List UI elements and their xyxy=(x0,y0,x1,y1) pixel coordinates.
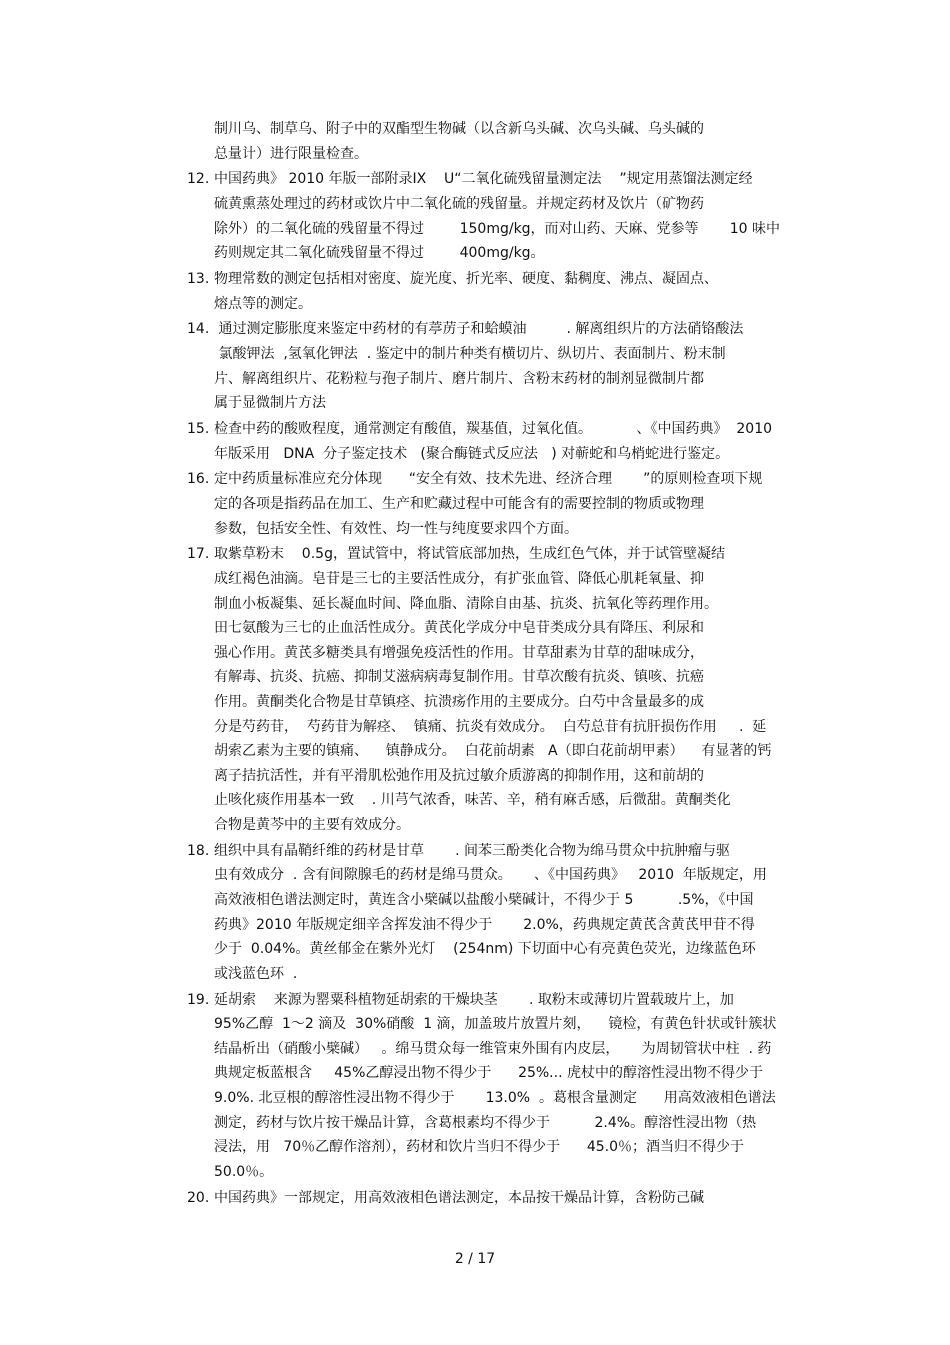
item-text-line: 止咳化痰作用基本一致 . 川芎气浓香，味苦、辛，稍有麻舌感，后微甜。黄酮类化 xyxy=(214,792,731,809)
intro-line: 制川乌、制草乌、附子中的双酯型生物碱（以含新乌头碱、次乌头碱、乌头碱的 xyxy=(214,121,704,137)
item-text-line: 物理常数的测定包括相对密度、旋光度、折光率、硬度、黏稠度、沸点、凝固点、 xyxy=(214,271,718,287)
item-text-line: 氯酸钾法 ,氢氧化钾法 . 鉴定中的制片种类有横切片、纵切片、表面制片、粉末制 xyxy=(214,346,726,362)
item-text-line: 有解毒、抗炎、抗癌、抑制艾滋病病毒复制作用。甘草次酸有抗炎、镇咳、抗癌 xyxy=(214,669,704,686)
item-number: 12. xyxy=(187,171,210,188)
item-text-line: 高效液相色谱法测定时，黄连含小檗碱以盐酸小檗碱计，不得少于 5 .5%，《中国 xyxy=(214,892,754,908)
intro-line: 总量计）进行限量检查。 xyxy=(214,145,368,162)
page-number: 2 / 17 xyxy=(454,1251,496,1267)
item-text-line: 检查中药的酸败程度，通常测定有酸值，羰基值，过氧化值。 、《中国药典》 2010 xyxy=(214,421,773,437)
item-text-line: 虫有效成分 . 含有间隙腺毛的药材是绵马贯众。 、《中国药典》 2010 年版规定，用 xyxy=(214,867,767,884)
item-text-line: 50.0％。 xyxy=(214,1163,274,1180)
item-text-line: 通过测定膨胀度来鉴定中药材的有葶苈子和蛤蟆油 . 解离组织片的方法硝铬酸法 xyxy=(214,321,744,338)
item-text-line: 定中药质量标准应充分体现 “安全有效、技术先进、经济合理 ”的原则检查项下规 xyxy=(214,471,763,488)
item-text-line: 组织中具有晶鞘纤维的药材是甘草 . 间苯三酚类化合物为绵马贯众中抗肿瘤与驱 xyxy=(214,842,731,859)
item-text-line: 属于显微制片方法 xyxy=(214,395,326,412)
item-text-line: 95%乙醇 1～2 滴及 30%硝酸 1 滴，加盖玻片放置片刻， 镜检，有黄色针状或针簇状 xyxy=(214,1016,777,1033)
item-text-line: 取紫草粉末 0.5g，置试管中，将试管底部加热，生成红色气体，并于试管壁凝结 xyxy=(214,546,725,563)
item-text-line: 年版采用 DNA 分子鉴定技术 (聚合酶链式反应法 ) 对蕲蛇和乌梢蛇进行鉴定。 xyxy=(214,445,730,462)
item-number: 15. xyxy=(187,421,210,437)
item-text-line: 药典》2010 年版规定细辛含挥发油不得少于 2.0%，药典规定黄芪含黄芪甲苷不得 xyxy=(214,916,755,933)
item-text-line: 除外）的二氧化硫的残留量不得过 150mg/kg，而对山药、天麻、党参等 10 味中 xyxy=(214,220,780,237)
item-text-line: 结晶析出（硝酸小檗碱） 。绵马贯众每一维管束外围有内皮层， 为周韧管状中柱 . 药 xyxy=(214,1040,772,1057)
item-number: 18. xyxy=(187,842,210,859)
item-number: 19. xyxy=(187,991,210,1008)
item-text-line: 硫黄熏蒸处理过的药材或饮片中二氧化硫的残留量。并规定药材及饮片（矿物药 xyxy=(214,196,704,212)
item-text-line: 少于 0.04%。黄丝郁金在紫外光灯 (254nm) 下切面中心有亮黄色荧光，边缘蓝色环 xyxy=(214,941,756,958)
item-text-line: 制血小板凝集、延长凝血时间、降血脂、清除自由基、抗炎、抗氧化等药理作用。 xyxy=(214,595,718,612)
item-text-line: 浸法，用 70％乙醇作溶剂），药材和饮片当归不得少于 45.0％；酒当归不得少于 xyxy=(214,1139,745,1156)
item-text-line: 药则规定其二氧化硫残留量不得过 400mg/kg。 xyxy=(214,245,545,262)
item-text-line: 分是芍药苷， 芍药苷为解痉、 镇痛、抗炎有效成分。 白芍总苷有抗肝损伤作用 . 延 xyxy=(214,718,767,735)
item-text-line: 或浅蓝色环 . xyxy=(214,965,298,982)
item-text-line: 中国药典》 2010 年版一部附录IX U“二氧化硫残留量测定法 ”规定用蒸馏法测定经 xyxy=(214,171,753,188)
item-number: 14. xyxy=(187,321,210,338)
item-text-line: 9.0%. 北豆根的醇溶性浸出物不得少于 13.0% 。葛根含量测定 用高效液相色谱法 xyxy=(214,1090,776,1106)
item-text-line: 作用。黄酮类化合物是甘草镇痉、抗溃疡作用的主要成分。白芍中含量最多的成 xyxy=(214,694,704,710)
item-text-line: 定的各项是指药品在加工、生产和贮藏过程中可能含有的需要控制的物质或物理 xyxy=(214,496,704,512)
item-text-line: 延胡索 来源为罂粟科植物延胡索的干燥块茎 . 取粉末或薄切片置载玻片上，加 xyxy=(214,991,734,1008)
item-text-line: 片、解离组织片、花粉粒与孢子制片、磨片制片、含粉末药材的制剂显微制片都 xyxy=(214,370,704,387)
item-text-line: 成红褐色油滴。皂苷是三七的主要活性成分，有扩张血管、降低心肌耗氧量、抑 xyxy=(214,571,704,587)
item-text-line: 测定，药材与饮片按干燥品计算，含葛根素均不得少于 2.4%。醇溶性浸出物（热 xyxy=(214,1114,757,1131)
item-number: 16. xyxy=(187,471,210,488)
item-text-line: 参数，包括安全性、有效性、均一性与纯度要求四个方面。 xyxy=(214,520,578,537)
item-number: 13. xyxy=(187,271,210,287)
item-number: 20. xyxy=(187,1189,210,1206)
item-text-line: 中国药典》一部规定，用高效液相色谱法测定，本品按干燥品计算，含粉防己碱 xyxy=(214,1189,704,1206)
item-text-line: 胡索乙素为主要的镇痛、 镇静成分。 白花前胡素 A（即白花前胡甲素） 有显著的钙 xyxy=(214,743,772,760)
item-text-line: 离子拮抗活性，并有平滑肌松弛作用及抗过敏介质游离的抑制作用，这和前胡的 xyxy=(214,767,704,784)
item-text-line: 合物是黄芩中的主要有效成分。 xyxy=(214,817,410,833)
item-text-line: 典规定板蓝根含 45%乙醇浸出物不得少于 25%... 虎杖中的醇溶性浸出物不得少于 xyxy=(214,1065,763,1082)
item-text-line: 熔点等的测定。 xyxy=(214,295,312,312)
item-text-line: 强心作用。黄芪多糖类具有增强免疫活性的作用。甘草甜素为甘草的甜味成分， xyxy=(214,644,704,661)
item-number: 17. xyxy=(187,546,210,563)
item-text-line: 田七氨酸为三七的止血活性成分。黄芪化学成分中皂苷类成分具有降压、利尿和 xyxy=(214,620,704,637)
